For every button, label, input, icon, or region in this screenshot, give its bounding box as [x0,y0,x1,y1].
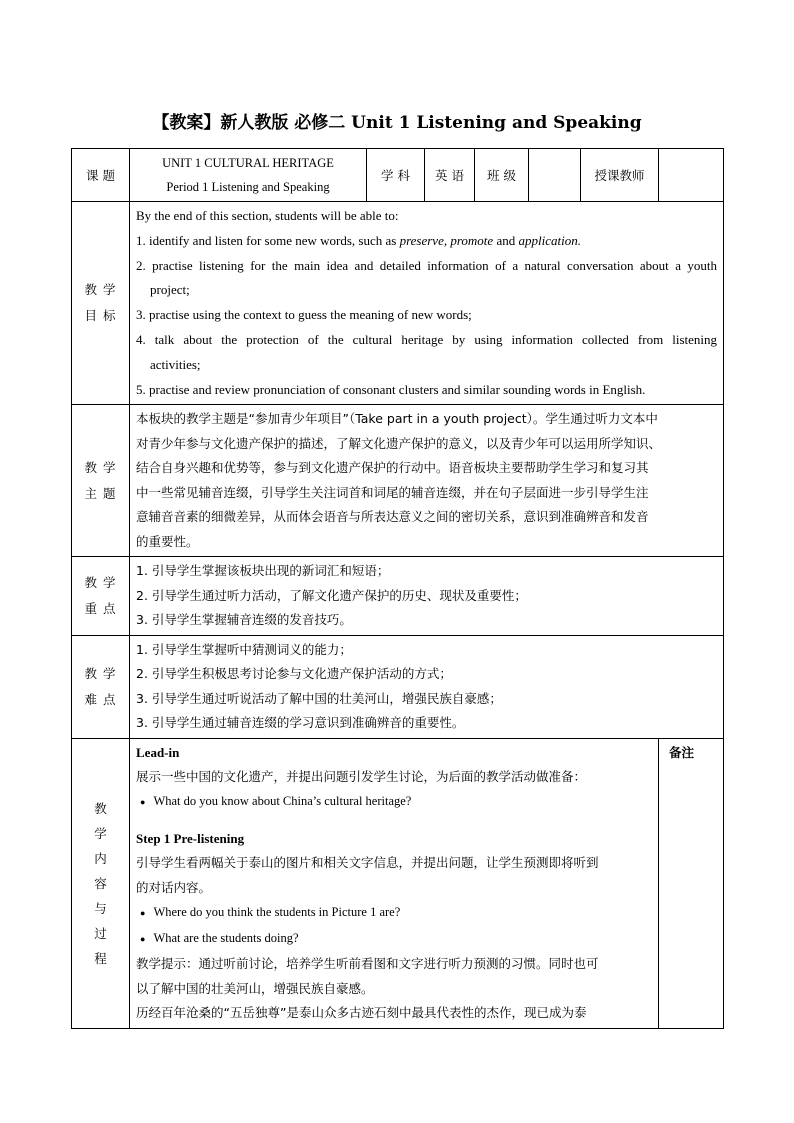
bullet-icon: ● [140,797,146,808]
objective-item-2a: 2. practise listening for the main idea and detailed information of a natural conversation about a youth [136,257,717,273]
theme-label [72,405,130,557]
objectives-intro: By the end of this section, students will be able to: [136,208,399,223]
word-application: application [518,232,578,248]
bullet-icon: ● [140,908,146,919]
objective-item-3: 3. practise using the context to guess the meaning of new words; [136,307,472,323]
teaching-tip-line-1: 教学提示：通过听前讨论，培养学生听前看图和文字进行听力预测的习惯。同时也可 [136,956,599,972]
class-label: 班 级 [475,149,529,202]
process-label-char-1: 教 [94,800,107,816]
key-points-label [72,557,130,636]
difficulties-label-line-1: 教 学 [84,665,117,681]
objective-item-4a: 4. talk about the protection of the cultural heritage by using information collected from listening [136,331,717,347]
objective-item-4b: activities; [150,356,201,372]
objectives-label-line-1: 教 学 [84,282,117,298]
comma: , [443,232,451,248]
teacher-value [659,149,724,202]
lesson-plan-table [71,148,724,1029]
bullet-icon: ● [140,934,146,945]
key-points-label-line-1: 教 学 [84,575,117,591]
step1-question-2-text: What are the students doing? [153,931,299,946]
key-points-content [130,557,724,636]
objective-item-1 [136,229,717,254]
word-preserve: preserve [399,232,444,248]
theme-content [130,405,724,557]
process-content [130,738,659,1028]
leadin-title: Lead-in [136,744,180,760]
theme-line-3: 结合自身兴趣和优势等，参与到文化遗产保护的行动中。语音板块主要帮助学生学习和复习其 [136,460,649,476]
document-title: 【教案】新人教版 必修二 Unit 1 Listening and Speaking [152,113,642,133]
theme-line-4: 中一些常见辅音连缀，引导学生关注词首和词尾的辅音连缀，并在句子层面进一步引导学生注 [136,484,649,500]
difficulty-2: 2. 引导学生积极思考讨论参与文化遗产保护活动的方式； [136,666,452,682]
step1-title: Step 1 Pre-listening [136,831,245,847]
objective-item-5: 5. practise and review pronunciation of consonant clusters and similar sounding words in English. [136,381,646,397]
key-points-label-line-2: 重 点 [84,601,117,617]
process-label-char-4: 容 [94,875,107,891]
difficulties-label-line-2: 难 点 [84,691,117,707]
theme-line-1: 本板块的教学主题是“参加青少年项目”（Take part in a youth project）。学生通过听力文本中 [136,411,658,427]
process-label-char-3: 内 [94,850,107,866]
theme-label-line-1: 教 学 [84,459,117,475]
theme-line-6: 的重要性。 [136,533,199,549]
theme-line-2: 对青少年参与文化遗产保护的描述，了解文化遗产保护的意义，以及青少年可以运用所学知识、 [136,435,662,451]
and-text: and [493,232,519,248]
word-promote: promote [450,232,494,248]
difficulty-4: 3. 引导学生通过辅音连缀的学习意识到准确辨音的重要性。 [136,715,465,731]
theme-label-line-2: 主 题 [84,485,117,501]
key-point-2: 2. 引导学生通过听力活动，了解文化遗产保护的历史、现状及重要性； [136,587,527,603]
objective-item-2b: project; [150,282,190,298]
difficulty-3: 3. 引导学生通过听说活动了解中国的壮美河山，增强民族自豪感； [136,690,502,706]
class-value [529,149,581,202]
process-label-char-2: 学 [94,825,107,841]
key-point-1: 1. 引导学生掌握该板块出现的新词汇和短语； [136,563,390,579]
difficulty-1: 1. 引导学生掌握听中猜测词义的能力； [136,641,352,657]
period-mark: . [577,232,581,248]
subject-value: 英 语 [425,149,475,202]
objectives-label-line-2: 目 标 [84,308,117,324]
objective-1-text: 1. identify and listen for some new words, such as [136,232,400,248]
objectives-content [130,202,724,405]
theme-line-5: 意辅音音素的细微差异，从而体会语音与所表达意义之间的密切关系，意识到准确辨音和发音 [136,509,649,525]
step1-text-line-1: 引导学生看两幅关于泰山的图片和相关文字信息，并提出问题，让学生预测即将听到 [136,855,599,871]
step1-question-1 [136,900,652,926]
key-point-3: 3. 引导学生掌握辅音连缀的发音技巧。 [136,612,352,628]
step1-question-1-text: Where do you think the students in Picture 1 are? [153,905,401,920]
leadin-question [136,789,652,815]
taishan-text: 历经百年沧桑的“五岳独尊”是泰山众多古迹石刻中最具代表性的杰作，现已成为泰 [136,1005,587,1021]
leadin-question-text: What do you know about China’s cultural heritage? [153,794,412,809]
subject-label: 学 科 [367,149,425,202]
teaching-tip-line-2: 以了解中国的壮美河山，增强民族自豪感。 [136,980,374,996]
teacher-label: 授课教师 [581,149,659,202]
step1-text-line-2: 的对话内容。 [136,879,212,895]
objectives-label [72,202,130,405]
remarks-column: 备注 [659,738,724,1028]
process-label-char-7: 程 [94,950,107,966]
step1-question-2 [136,926,652,952]
topic-label: 课 题 [72,149,130,202]
topic-line-1: UNIT 1 CULTURAL HERITAGE [162,156,334,170]
process-label-char-6: 过 [94,925,107,941]
topic-line-2: Period 1 Listening and Speaking [166,180,330,194]
topic-value [130,149,367,202]
leadin-text: 展示一些中国的文化遗产，并提出问题引发学生讨论，为后面的教学活动做准备： [136,768,587,784]
process-label-char-5: 与 [94,900,107,916]
difficulties-content [130,635,724,738]
difficulties-label [72,635,130,738]
process-label [72,738,130,1028]
